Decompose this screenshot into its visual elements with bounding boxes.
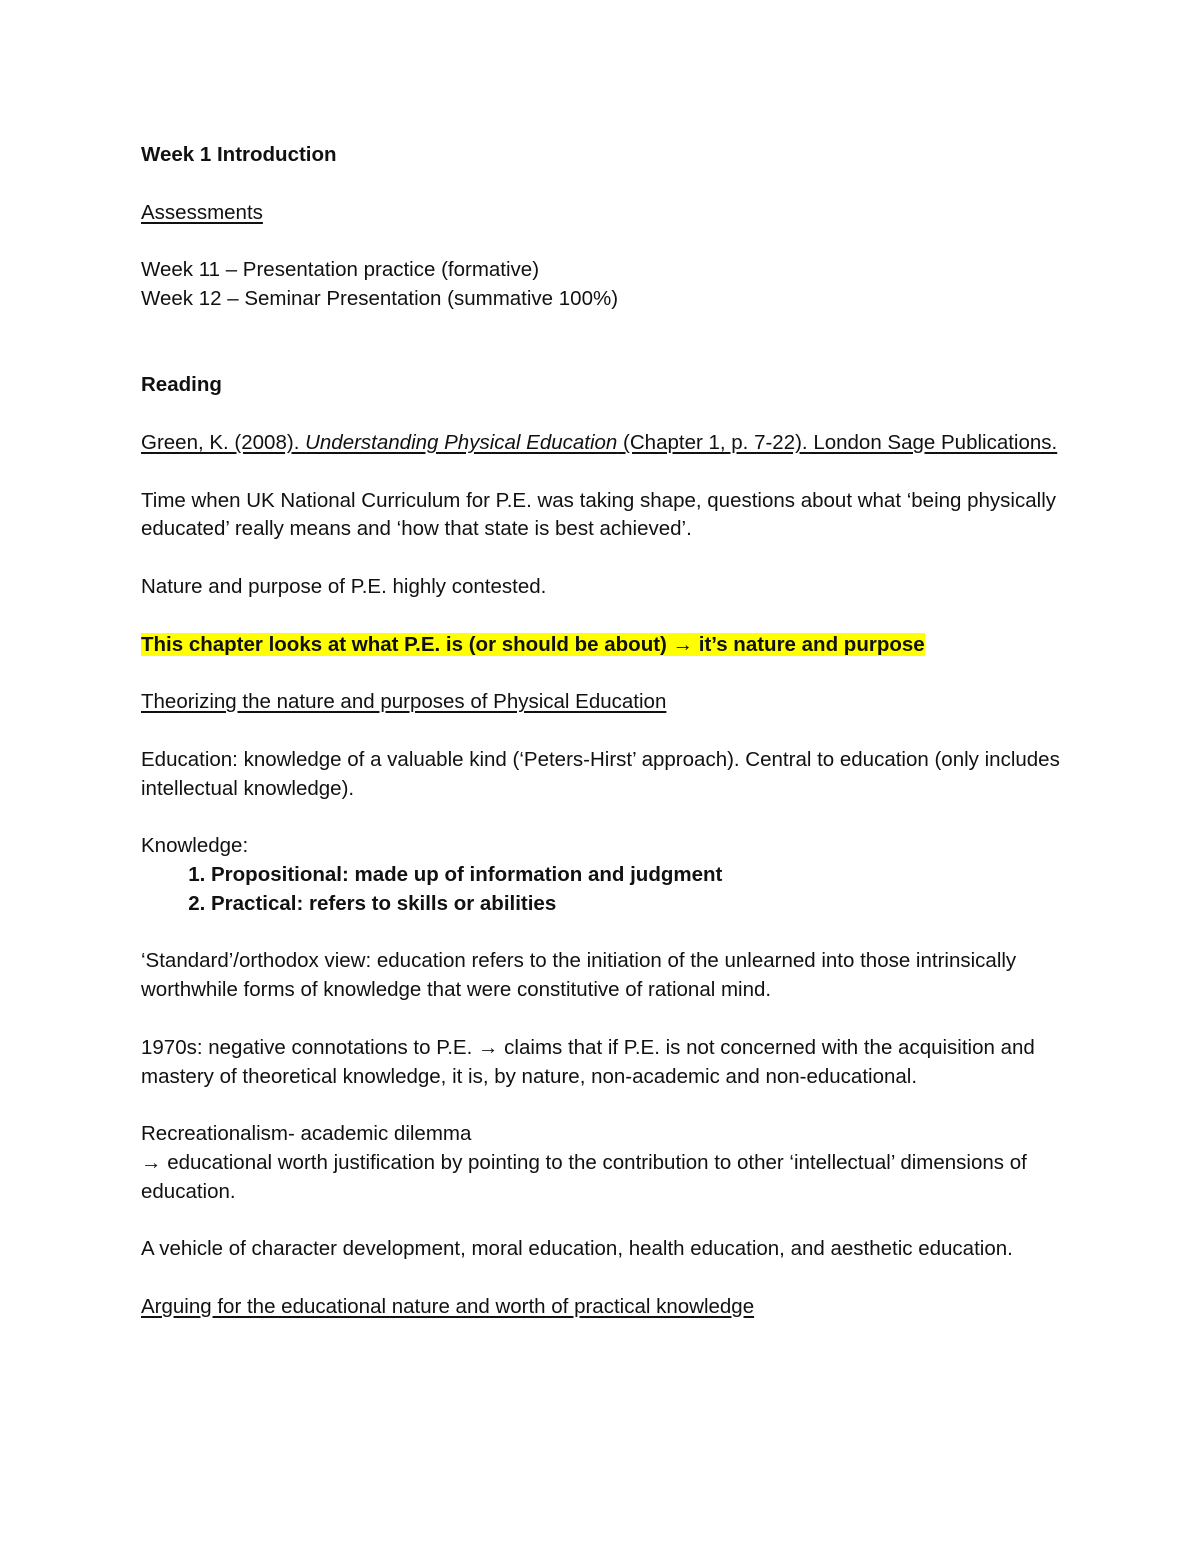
assessment-item-week-12: Week 12 – Seminar Presentation (summative 100%) [141,286,619,310]
recreationalism-line: Recreationalism- academic dilemma [141,1122,472,1146]
reading-heading: Reading [141,373,222,397]
document-body [141,141,1061,1322]
knowledge-list [141,861,1061,919]
citation-book-title: Understanding Physical Education [305,430,618,454]
highlighted-summary [141,631,1061,660]
highlight-text-after: it’s nature and purpose [693,632,925,656]
paragraph-justification: → educational worth justification by pointing to the contribution to other ‘intellectual’ dimensions of education. [141,1150,1027,1203]
paragraph-1970s: 1970s: negative connotations to P.E. → claims that if P.E. is not concerned with the acquisition and mastery of theoretical knowledge, it is, by nature, non-academic and non-educational. [141,1035,1035,1088]
arrow-icon: → [672,632,694,656]
paragraph-standard-view: ‘Standard’/orthodox view: education refers to the initiation of the unlearned into those intrinsically worthwhile forms of knowledge that were constitutive of rational mind. [141,949,1017,1002]
reading-citation [141,429,1061,458]
assessments-heading: Assessments [141,200,263,224]
arrow-icon: → [477,1035,499,1059]
knowledge-item-propositional: 1. Propositional: made up of information and judgment [211,861,1061,890]
paragraph-vehicle: A vehicle of character development, moral education, health education, and aesthetic education. [141,1237,1013,1261]
paragraph-education: Education: knowledge of a valuable kind (‘Peters-Hirst’ approach). Central to education (only includes intellectual knowledge). [141,747,1060,800]
assessment-item-week-11: Week 11 – Presentation practice (formative) [141,258,540,282]
citation-rest: (Chapter 1, p. 7-22). London Sage Publications. [617,430,1058,454]
knowledge-label: Knowledge: [141,834,249,858]
paragraph-contested: Nature and purpose of P.E. highly contested. [141,574,547,598]
highlight-text-before: This chapter looks at what P.E. is (or should be about) [141,632,673,656]
arguing-heading: Arguing for the educational nature and worth of practical knowledge [141,1294,755,1318]
citation-authors: Green, K. (2008). [141,430,306,454]
paragraph-curriculum: Time when UK National Curriculum for P.E. was taking shape, questions about what ‘being physically educated’ really means and ‘how that state is best achieved’. [141,488,1056,541]
document-title: Week 1 Introduction [141,143,337,166]
knowledge-item-practical: 2. Practical: refers to skills or abilities [211,890,1061,919]
arrow-icon: → [141,1150,162,1174]
theorizing-heading: Theorizing the nature and purposes of Physical Education [141,690,667,714]
